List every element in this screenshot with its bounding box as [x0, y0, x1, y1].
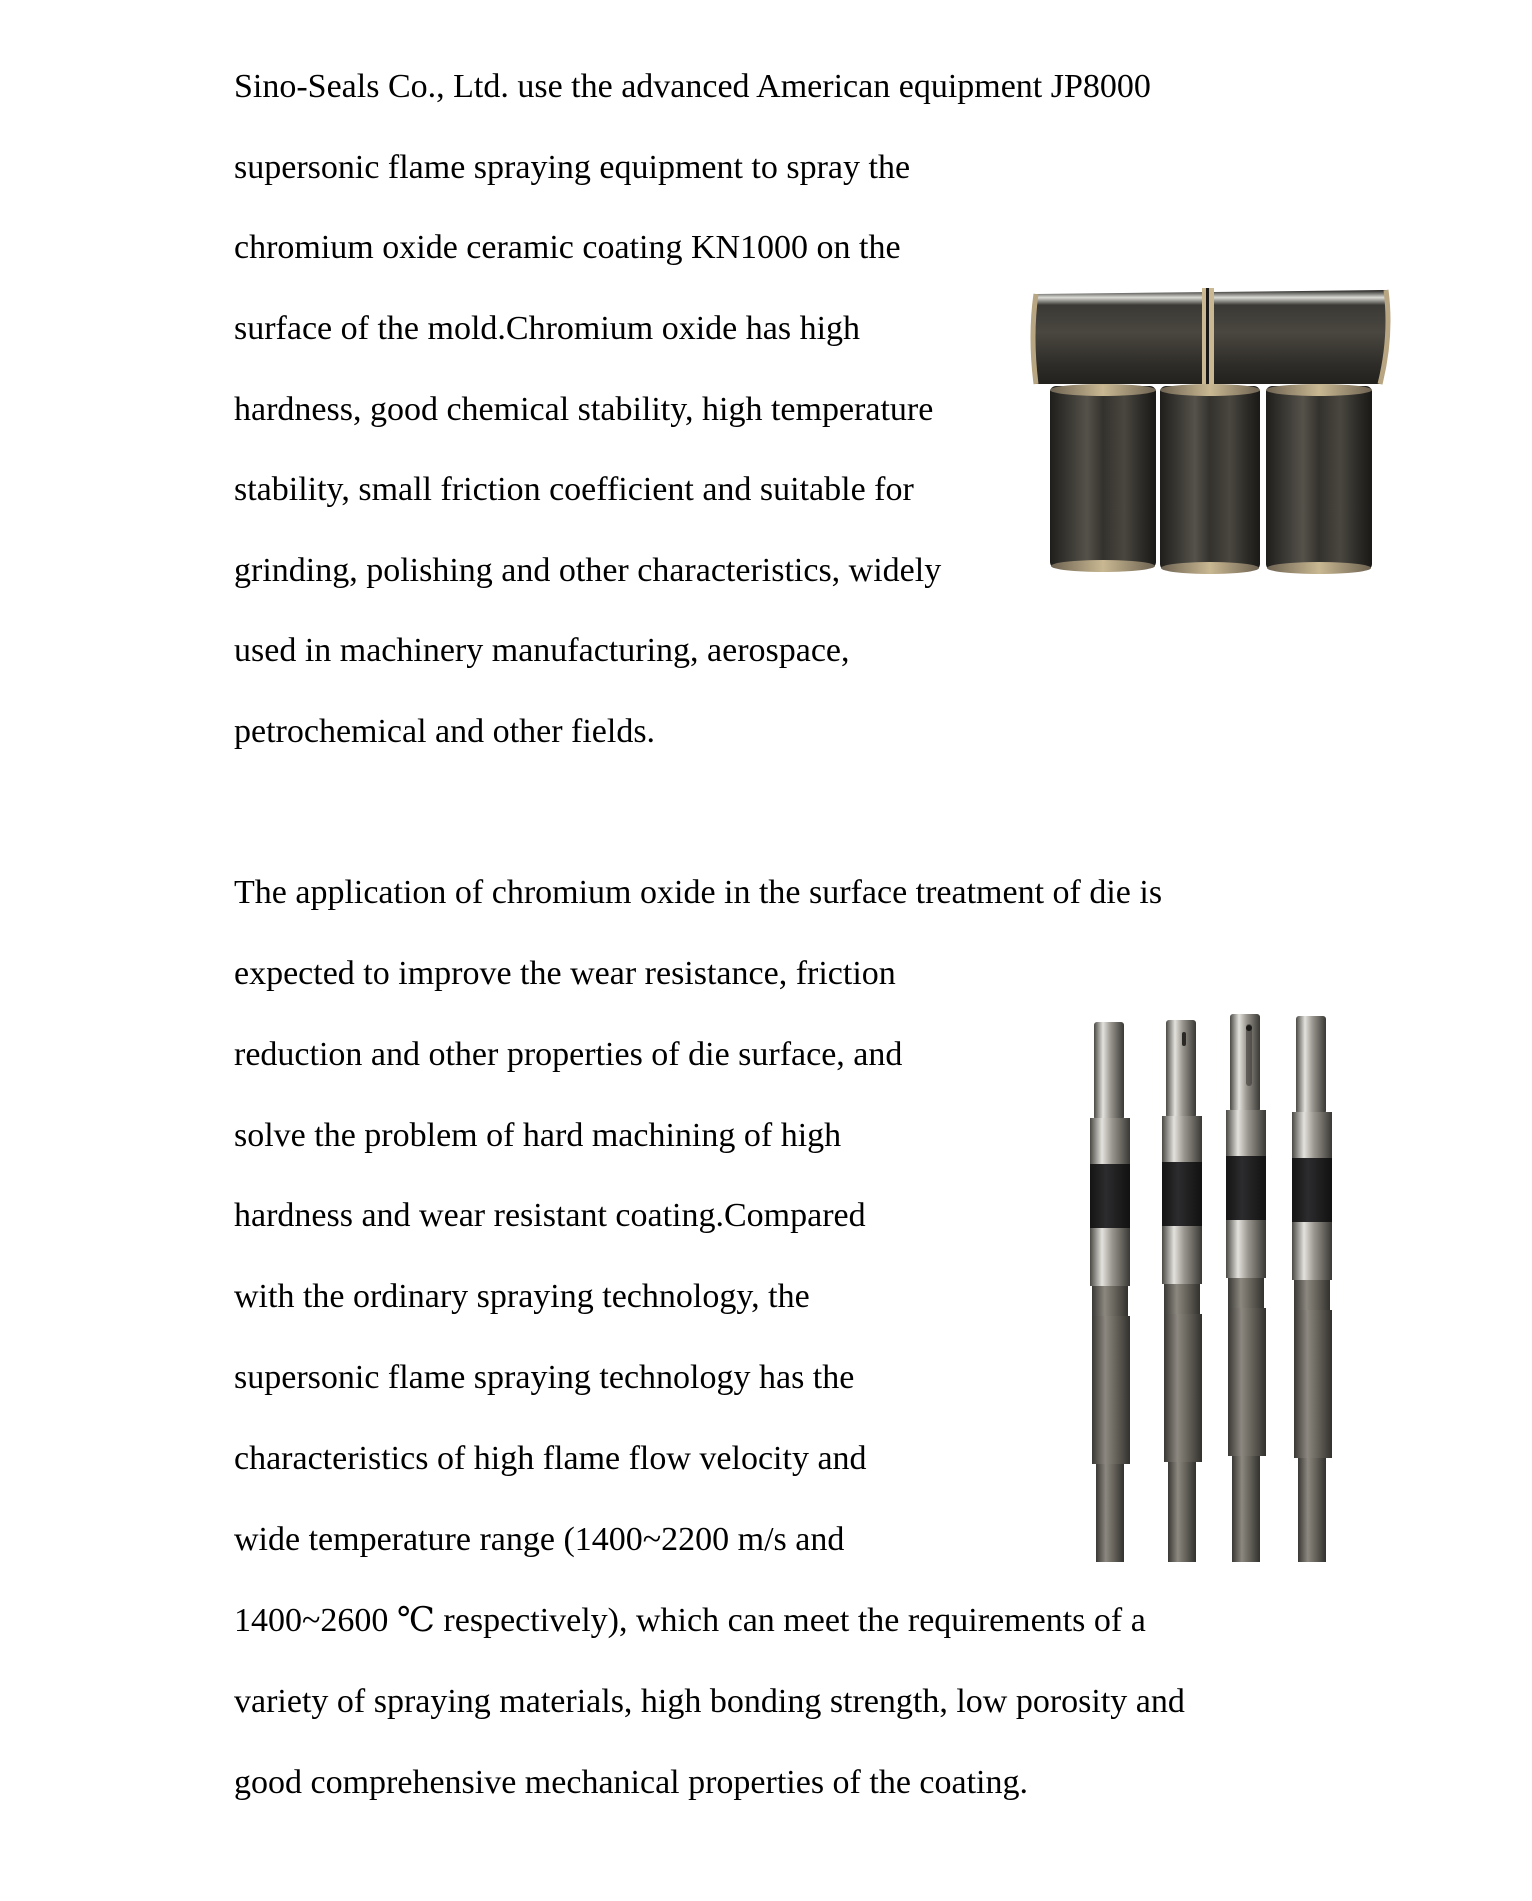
text-line: reduction and other properties of die surface, and	[234, 1036, 903, 1073]
text-line: chromium oxide ceramic coating KN1000 on the	[234, 229, 901, 266]
coated-rollers-photo	[1028, 284, 1394, 576]
text-line: variety of spraying materials, high bonding strength, low porosity and	[234, 1683, 1185, 1720]
text-line: good comprehensive mechanical properties of the coating.	[234, 1764, 1028, 1801]
text-line: supersonic flame spraying equipment to spray the	[234, 149, 911, 186]
text-line: grinding, polishing and other characteristics, widely	[234, 552, 942, 589]
text-line: expected to improve the wear resistance, friction	[234, 955, 896, 992]
text-line: hardness, good chemical stability, high temperature	[234, 391, 934, 428]
text-line: The application of chromium oxide in the surface treatment of die is	[234, 874, 1163, 911]
text-line: supersonic flame spraying technology has the	[234, 1359, 855, 1396]
text-line: Sino-Seals Co., Ltd. use the advanced American equipment JP8000	[234, 68, 1151, 105]
text-line: characteristics of high flame flow velocity and	[234, 1440, 867, 1477]
text-line: solve the problem of hard machining of high	[234, 1117, 842, 1154]
text-line: hardness and wear resistant coating.Compared	[234, 1197, 866, 1234]
coated-shafts-photo	[1080, 1010, 1340, 1562]
text-line: used in machinery manufacturing, aerospace,	[234, 632, 850, 669]
text-line: stability, small friction coefficient and suitable for	[234, 471, 914, 508]
text-line: petrochemical and other fields.	[234, 713, 656, 750]
text-line: with the ordinary spraying technology, the	[234, 1278, 810, 1315]
text-line: surface of the mold.Chromium oxide has high	[234, 310, 861, 347]
text-line: 1400~2600 ℃ respectively), which can meet the requirements of a	[234, 1602, 1146, 1639]
text-line: wide temperature range (1400~2200 m/s and	[234, 1521, 845, 1558]
